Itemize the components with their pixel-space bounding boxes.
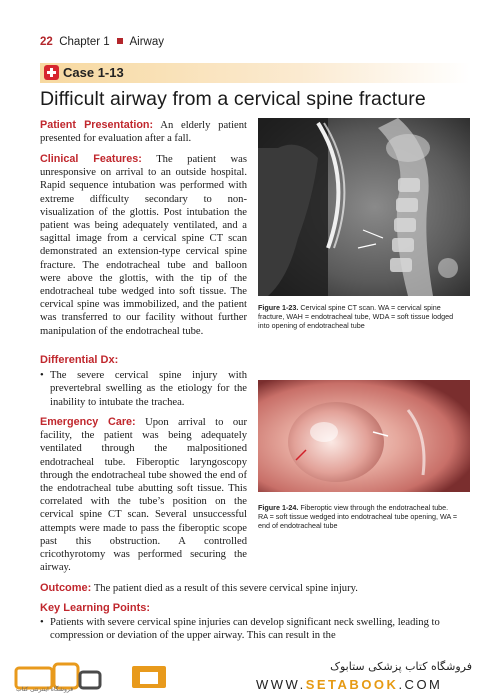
clinical-text: The patient was unresponsive on arrival to an outside hospital. Rapid sequence intubation was performed with extreme difficulty secondary to non-visualization of the glottis. Post intubation the patient was being adequately ventilated, and a sagittal image from a cervical spine CT scan demonstrated an extension-type cervical spine fracture. The endotracheal tube and balloon were above the glottis, with the tip of the endotracheal tube wedged into soft tissue. The cervical spine was immobilized, and the patient was transferred to our facility without further manipulation of the endotracheal tube. — [40, 154, 247, 337]
emergency-text: Upon arrival to our facility, the patient was being adequately ventilated through the malpositioned endotracheal tube. Fiberoptic laryngoscopy through the endotracheal tube showed the end of the endotracheal tube abutting soft tissue. This correlated with the tube’s position on the cervical spine CT scan. Several unsuccessful attempts were made to pass the fiberoptic scope past this obstruction. A controlled cricothyrotomy was performed securing the airway. — [40, 417, 247, 574]
clinical-label: Clinical Features: — [40, 153, 142, 165]
outcome — [40, 582, 472, 595]
page-number: 22 — [40, 36, 53, 48]
setabook-logo — [14, 662, 184, 692]
figure-1-24-text: Fiberoptic view through the endotracheal tube. RA = soft tissue wedged into endotracheal tube opening, WA = end of endotracheal tube — [258, 503, 458, 530]
bullet-icon: • — [40, 617, 44, 628]
key-learning-points — [40, 602, 472, 642]
figure-1-24-label: Figure 1-24. — [258, 503, 299, 512]
differential-dx — [40, 354, 247, 409]
fiberoptic-image — [258, 380, 470, 492]
figure-1-24-caption — [258, 503, 458, 530]
logo-subtitle: فروشگاه اینترنتی کتاب — [16, 686, 74, 693]
ct-scan-image — [258, 118, 470, 296]
store-name: فروشگاه کتاب پزشکی ستابوک — [330, 660, 472, 673]
figure-1-23-caption — [258, 303, 458, 330]
section-label: Airway — [129, 36, 164, 48]
figure-1-23-label: Figure 1-23. — [258, 303, 299, 312]
outcome-label: Outcome: — [40, 582, 92, 594]
clinical-features — [40, 153, 247, 338]
differential-text: The severe cervical spine injury with prevertebral swelling as the etiology for the inability to intubate the trachea. — [50, 370, 247, 408]
case-number: Case 1-13 — [63, 65, 124, 80]
url-brand: SETABOOK — [305, 677, 399, 692]
medical-cross-icon — [44, 65, 59, 80]
presentation-text: An elderly patient presented for evaluation after a fall. — [40, 120, 247, 145]
case-label — [44, 65, 124, 80]
figure-1-23-text: Cervical spine CT scan. WA = cervical spine fracture, WAH = endotracheal tube, WDA = soft tissue lodged into opening of endotracheal tube — [258, 303, 454, 330]
url-suffix: .COM — [398, 677, 443, 692]
outcome-text: The patient died as a result of this severe cervical spine injury. — [93, 583, 358, 594]
chapter-label: Chapter 1 — [59, 36, 110, 48]
url-prefix: WWW. — [256, 677, 306, 692]
differential-label: Differential Dx: — [40, 354, 119, 366]
case-title: Difficult airway from a cervical spine fracture — [40, 88, 426, 110]
store-url[interactable] — [256, 677, 442, 692]
learning-text: Patients with severe cervical spine injuries can develop significant neck swelling, leading to compression or deviation of the upper airway. This can result in the — [50, 617, 440, 641]
emergency-label: Emergency Care: — [40, 416, 136, 428]
bullet-icon: • — [40, 370, 44, 382]
learning-label: Key Learning Points: — [40, 602, 151, 614]
emergency-care — [40, 416, 247, 574]
patient-presentation — [40, 119, 247, 145]
running-header — [40, 36, 164, 48]
separator-square-icon — [117, 38, 123, 44]
presentation-label: Patient Presentation: — [40, 119, 154, 131]
